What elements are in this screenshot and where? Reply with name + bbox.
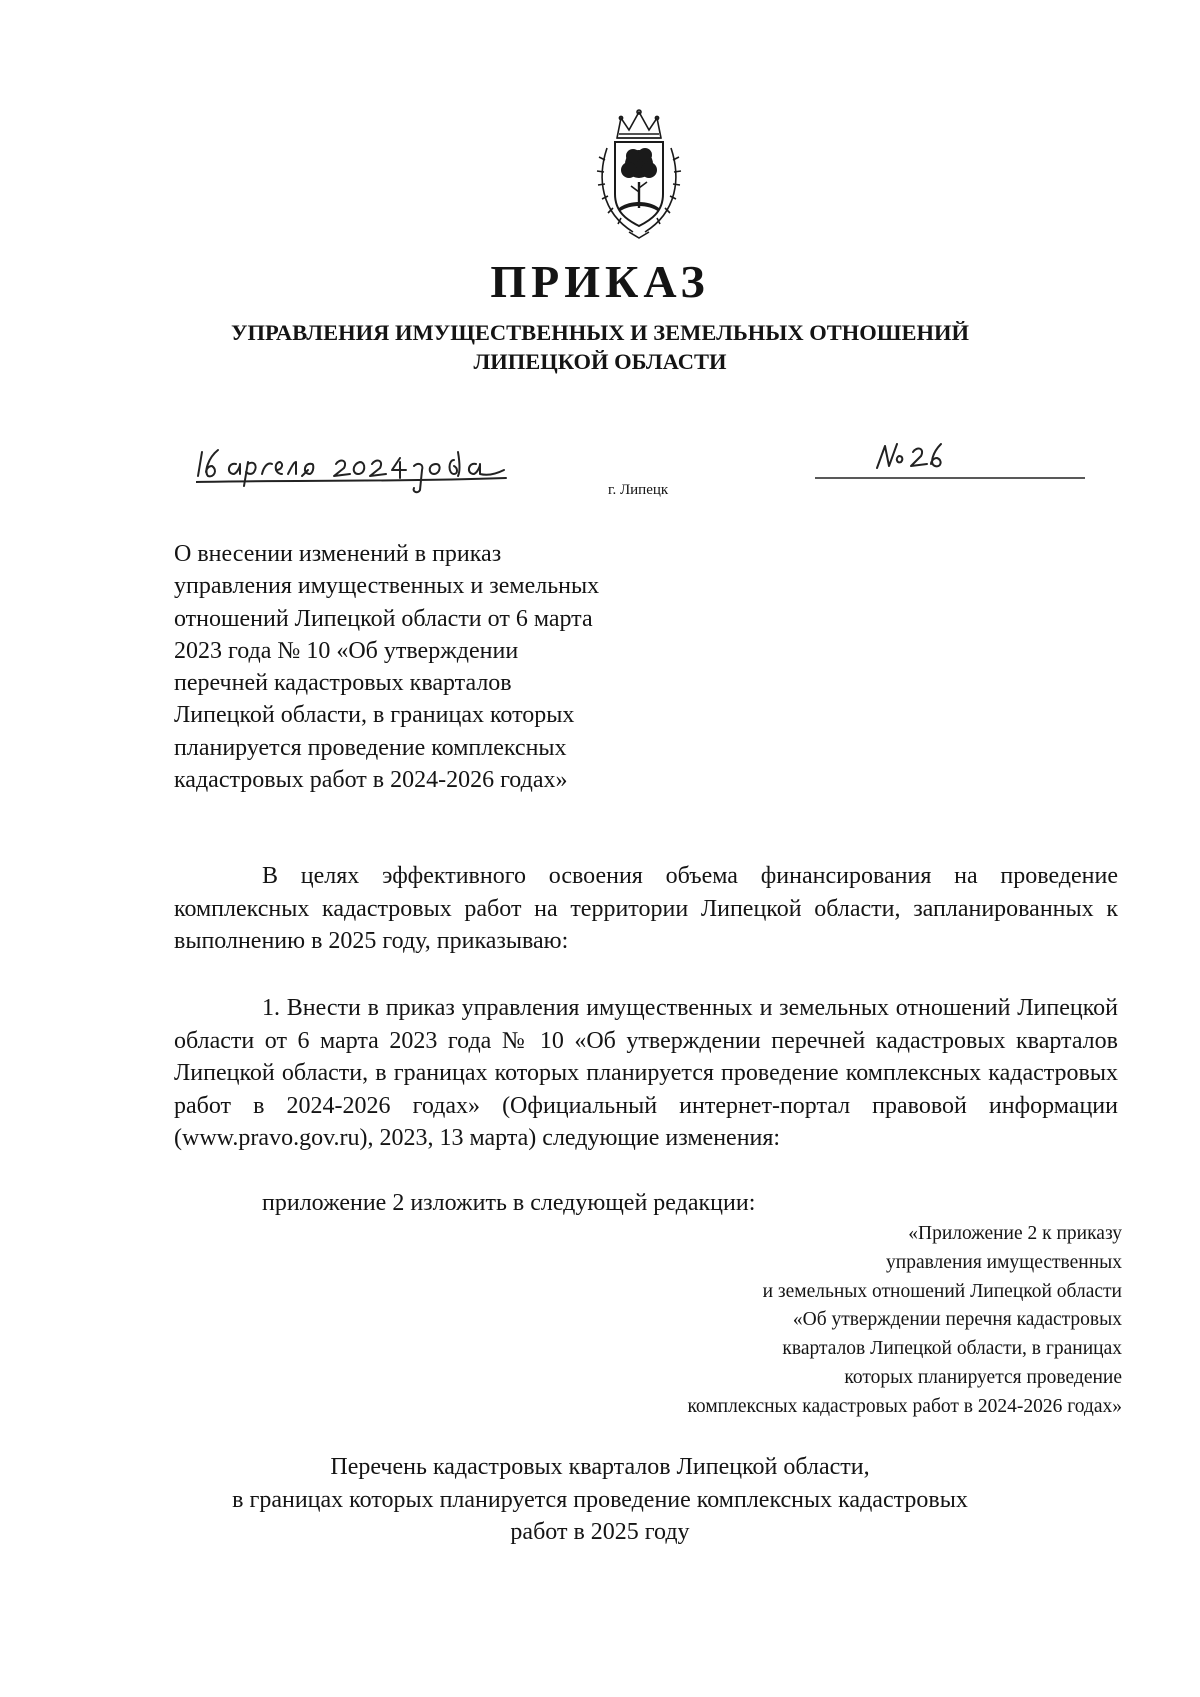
appendix-reference: [562, 1220, 1122, 1422]
appendix-title: [0, 1451, 1200, 1549]
subject-line: кадастровых работ в 2024-2026 годах»: [174, 767, 568, 794]
subject-line: О внесении изменений в приказ: [174, 541, 502, 567]
appendix-reference-line: «Приложение 2 к приказу: [908, 1223, 1122, 1244]
subject-line: планируется проведение комплексных: [174, 734, 567, 761]
handwritten-document-number: [815, 440, 1085, 480]
appendix-reference-line: управления имущественных: [886, 1251, 1122, 1273]
issuing-organization: [0, 318, 1200, 376]
subject-line: Липецкой области, в границах которых: [174, 702, 575, 729]
subject-line: управления имущественных и земельных: [174, 573, 600, 600]
appendix-reference-line: которых планируется проведение: [844, 1366, 1122, 1388]
org-line-1: УПРАВЛЕНИЯ ИМУЩЕСТВЕННЫХ И ЗЕМЕЛЬНЫХ ОТНОШЕНИЙ: [231, 320, 969, 345]
preamble-paragraph: В целях эффективного освоения объема финансирования на проведение комплексных кадастровых работ на территории Липецкой области, запланированных к выполнению в 2025 году, приказываю:: [174, 863, 1118, 954]
appendix-reference-line: «Об утверждении перечня кадастровых: [792, 1309, 1122, 1331]
coat-of-arms-icon: [593, 108, 685, 240]
handwritten-date: [196, 444, 516, 504]
document-subject: [174, 538, 714, 796]
subject-line: 2023 года № 10 «Об утверждении: [174, 637, 519, 664]
appendix-reference-line: комплексных кадастровых работ в 2024-2026 годах»: [687, 1395, 1122, 1417]
appendix-reference-line: и земельных отношений Липецкой области: [762, 1280, 1122, 1302]
subject-line: перечней кадастровых кварталов: [174, 670, 512, 697]
org-line-2: ЛИПЕЦКОЙ ОБЛАСТИ: [473, 349, 727, 374]
document-city: г. Липецк: [608, 482, 669, 498]
order-paragraph-1-continuation: приложение 2 изложить в следующей редакции:: [262, 1190, 756, 1216]
appendix-title-line: Перечень кадастровых кварталов Липецкой области,: [330, 1454, 870, 1480]
appendix-title-line: в границах которых планируется проведение комплексных кадастровых: [232, 1486, 968, 1513]
appendix-title-line: работ в 2025 году: [510, 1519, 690, 1545]
order-paragraph-1: 1. Внести в приказ управления имущественных и земельных отношений Липецкой области от 6 марта 2023 года № 10 «Об утверждении перечней кадастровых кварталов Липецкой области, в границах которых планируется проведение комплексных кадастровых работ в 2024-2026 годах» (Официальный интернет-портал правовой информации (www.pravo.gov.ru), 2023, 13 марта) следующие изменения:: [174, 995, 1118, 1151]
subject-line: отношений Липецкой области от 6 марта: [174, 605, 593, 632]
document-title: ПРИКАЗ: [490, 256, 710, 307]
appendix-reference-line: кварталов Липецкой области, в границах: [782, 1338, 1122, 1360]
